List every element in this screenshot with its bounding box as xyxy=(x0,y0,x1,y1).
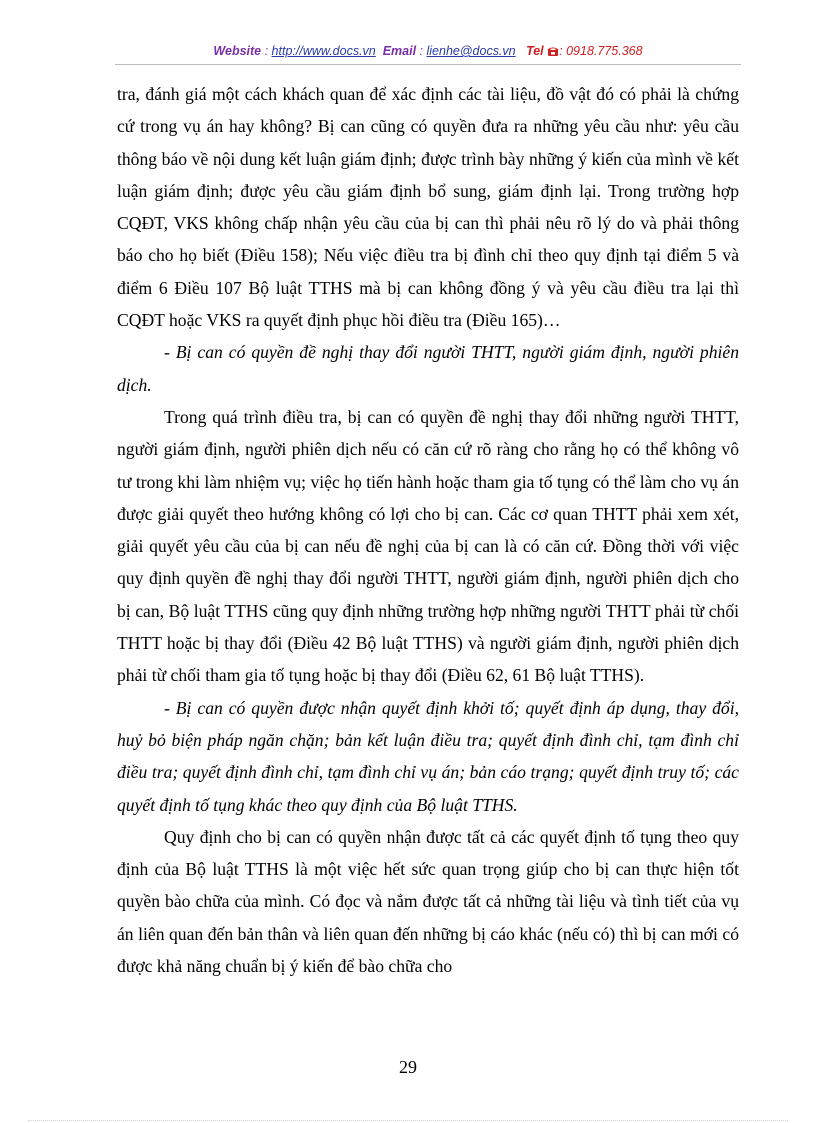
paragraph: tra, đánh giá một cách khách quan để xác định các tài liệu, đồ vật đó có phải là chứng cứ trong vụ án hay không? Bị can cũng có quyền đưa ra những yêu cầu như: yêu cầu thông báo về nội dung kết luận giám định; được trình bày những ý kiến của mình về kết luận giám định; được yêu cầu giám định bổ sung, giám định lại. Trong trường hợp CQĐT, VKS không chấp nhận yêu cầu của bị can thì phải nêu rõ lý do và phải thông báo cho họ biết (Điều 158); Nếu việc điều tra bị đình chỉ theo quy định tại điểm 5 và điểm 6 Điều 107 Bộ luật TTHS mà bị can không đồng ý và yêu cầu điều tra lại thì CQĐT hoặc VKS ra quyết định phục hồi điều tra (Điều 165)… xyxy=(117,84,739,331)
paragraph: Trong quá trình điều tra, bị can có quyền đề nghị thay đổi những người THTT, người giám định, người phiên dịch nếu có căn cứ rõ ràng cho rằng họ có thể không vô tư trong khi làm nhiệm vụ; việc họ tiến hành hoặc tham gia tố tụng có thể làm cho vụ án được giải quyết theo hướng không có lợi cho bị can. Các cơ quan THTT phải xem xét, giải quyết yêu cầu của bị can nếu đề nghị của bị can là có căn cứ. Đồng thời với việc quy định quyền đề nghị thay đổi người THTT, người giám định, người phiên dịch cho bị can, Bộ luật TTHS cũng quy định những trường hợp những người THTT phải từ chối THTT hoặc bị thay đổi (Điều 42 Bộ luật TTHS) và người giám định, người phiên dịch phải từ chối tham gia tố tụng hoặc bị thay đổi (Điều 62, 61 Bộ luật TTHS). xyxy=(117,406,739,686)
page-header xyxy=(115,44,741,64)
website-label: Website xyxy=(213,44,262,58)
email-link[interactable]: lienhe@docs.vn xyxy=(426,44,516,58)
tel-label: Tel xyxy=(526,44,544,58)
header-divider xyxy=(115,64,741,65)
website-separator: : xyxy=(261,44,272,58)
tel-number: : 0918.775.368 xyxy=(559,44,643,58)
email-label: Email xyxy=(382,44,417,58)
phone-icon xyxy=(547,45,559,60)
footer-divider xyxy=(28,1120,788,1121)
paragraph-italic: - Bị can có quyền được nhận quyết định khởi tố; quyết định áp dụng, thay đổi, huỷ bỏ biện pháp ngăn chặn; bản kết luận điều tra; quyết định đình chỉ, tạm đình chỉ điều tra; quyết định đình chỉ, tạm đình chỉ vụ án; bản cáo trạng; quyết định truy tố; các quyết định tố tụng khác theo quy định của Bộ luật TTHS. xyxy=(117,697,739,815)
email-separator: : xyxy=(416,44,427,58)
page-number: 29 xyxy=(399,1057,417,1077)
paragraph: Quy định cho bị can có quyền nhận được tất cả các quyết định tố tụng theo quy định của Bộ luật TTHS là một việc hết sức quan trọng giúp cho bị can thực hiện tốt quyền bào chữa của mình. Có đọc và nắm được tất cả những tài liệu và tình tiết của vụ án liên quan đến bản thân và liên quan đến những bị cáo khác (nếu có) thì bị can mới có được khả năng chuẩn bị ý kiến để bào chữa cho xyxy=(117,826,739,977)
website-link[interactable]: http://www.docs.vn xyxy=(271,44,376,58)
paragraph-italic: - Bị can có quyền đề nghị thay đổi người THTT, người giám định, người phiên dịch. xyxy=(117,342,739,395)
document-body xyxy=(117,78,739,982)
